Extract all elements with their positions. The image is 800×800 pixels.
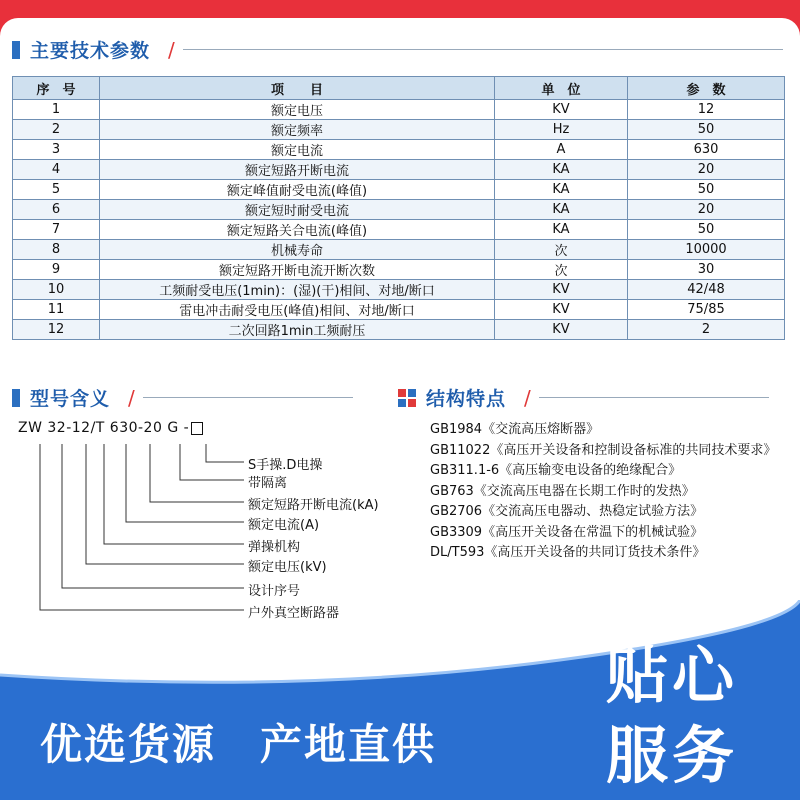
table-cell: KV <box>495 320 628 340</box>
table-cell: KA <box>495 180 628 200</box>
table-cell: KV <box>495 100 628 120</box>
standard-item: DL/T593《高压开关设备的共同订货技术条件》 <box>430 545 706 560</box>
standards-list <box>430 420 776 564</box>
table-cell: 50 <box>628 180 785 200</box>
model-label: 额定电压(kV) <box>248 560 327 575</box>
service-badge <box>606 636 738 796</box>
table-cell: 50 <box>628 120 785 140</box>
table-cell: A <box>495 140 628 160</box>
header-cell: 单 位 <box>495 77 628 100</box>
table-cell: 雷电冲击耐受电压(峰值)相间、对地/断口 <box>100 300 495 320</box>
table-cell: Hz <box>495 120 628 140</box>
table-cell: KA <box>495 200 628 220</box>
table-cell: KV <box>495 280 628 300</box>
table-cell: 12 <box>628 100 785 120</box>
table-cell: 额定峰值耐受电流(峰值) <box>100 180 495 200</box>
table-cell: 50 <box>628 220 785 240</box>
model-label: 额定短路开断电流(kA) <box>248 498 379 513</box>
table-cell: 二次回路1min工频耐压 <box>100 320 495 340</box>
table-cell: 6 <box>13 200 100 220</box>
model-label: 带隔离 <box>248 476 288 491</box>
table-cell: 630 <box>628 140 785 160</box>
model-label: 户外真空断路器 <box>248 606 340 621</box>
table-cell: 5 <box>13 180 100 200</box>
table-cell: 7 <box>13 220 100 240</box>
standard-item: GB2706《交流高压电器动、热稳定试验方法》 <box>430 504 704 519</box>
slash-icon: / <box>168 37 175 62</box>
table-cell: 额定短时耐受电流 <box>100 200 495 220</box>
table-cell: KV <box>495 300 628 320</box>
table-cell: 12 <box>13 320 100 340</box>
badge-line: 服务 <box>606 719 739 792</box>
table-cell: 1 <box>13 100 100 120</box>
table-cell: 9 <box>13 260 100 280</box>
table-cell: 额定短路开断电流 <box>100 160 495 180</box>
table-cell: 30 <box>628 260 785 280</box>
model-label: 设计序号 <box>248 584 301 599</box>
table-cell: 10000 <box>628 240 785 260</box>
table-cell: 工频耐受电压(1min)：(湿)(干)相间、对地/断口 <box>100 280 495 300</box>
model-label: 弹操机构 <box>248 540 301 555</box>
standard-item: GB3309《高压开关设备在常温下的机械试验》 <box>430 524 704 540</box>
section-title: 主要技术参数 <box>30 40 151 62</box>
slash-icon: / <box>128 385 135 410</box>
table-cell: 额定电流 <box>100 140 495 160</box>
table-cell: 11 <box>13 300 100 320</box>
model-label: 额定电流(A) <box>248 518 320 533</box>
slogan: 优选货源 产地直供 <box>40 720 437 769</box>
table-cell: 20 <box>628 160 785 180</box>
badge-line: 贴心 <box>606 639 739 712</box>
header-cell: 项 目 <box>100 77 495 100</box>
table-cell: 8 <box>13 240 100 260</box>
table-cell: 额定电压 <box>100 100 495 120</box>
table-cell: KA <box>495 160 628 180</box>
table-cell: 额定短路关合电流(峰值) <box>100 220 495 240</box>
table-cell: 42/48 <box>628 280 785 300</box>
table-cell: 2 <box>628 320 785 340</box>
header-cell: 序 号 <box>13 77 100 100</box>
section-title: 型号含义 <box>30 388 111 410</box>
standard-item: GB11022《高压开关设备和控制设备标准的共同技术要求》 <box>430 442 777 458</box>
model-code-text: ZW 32-12/T 630-20 G - <box>18 420 190 436</box>
table-cell: 20 <box>628 200 785 220</box>
table-cell: KA <box>495 220 628 240</box>
table-cell: 机械寿命 <box>100 240 495 260</box>
standard-item: GB763《交流高压电器在长期工作时的发热》 <box>430 483 695 499</box>
table-cell: 75/85 <box>628 300 785 320</box>
standard-item: GB1984《交流高压熔断器》 <box>430 422 600 437</box>
table-cell: 4 <box>13 160 100 180</box>
table-cell: 10 <box>13 280 100 300</box>
table-cell: 额定频率 <box>100 120 495 140</box>
standard-item: GB311.1-6《高压输变电设备的绝缘配合》 <box>430 463 682 478</box>
header-cell: 参 数 <box>628 77 785 100</box>
table-cell: 次 <box>495 260 628 280</box>
table-cell: 3 <box>13 140 100 160</box>
table-cell: 次 <box>495 240 628 260</box>
section-title: 结构特点 <box>426 388 507 410</box>
table-cell: 额定短路开断电流开断次数 <box>100 260 495 280</box>
table-cell: 2 <box>13 120 100 140</box>
model-label: S手操.D电操 <box>248 458 323 473</box>
slash-icon: / <box>524 385 531 410</box>
